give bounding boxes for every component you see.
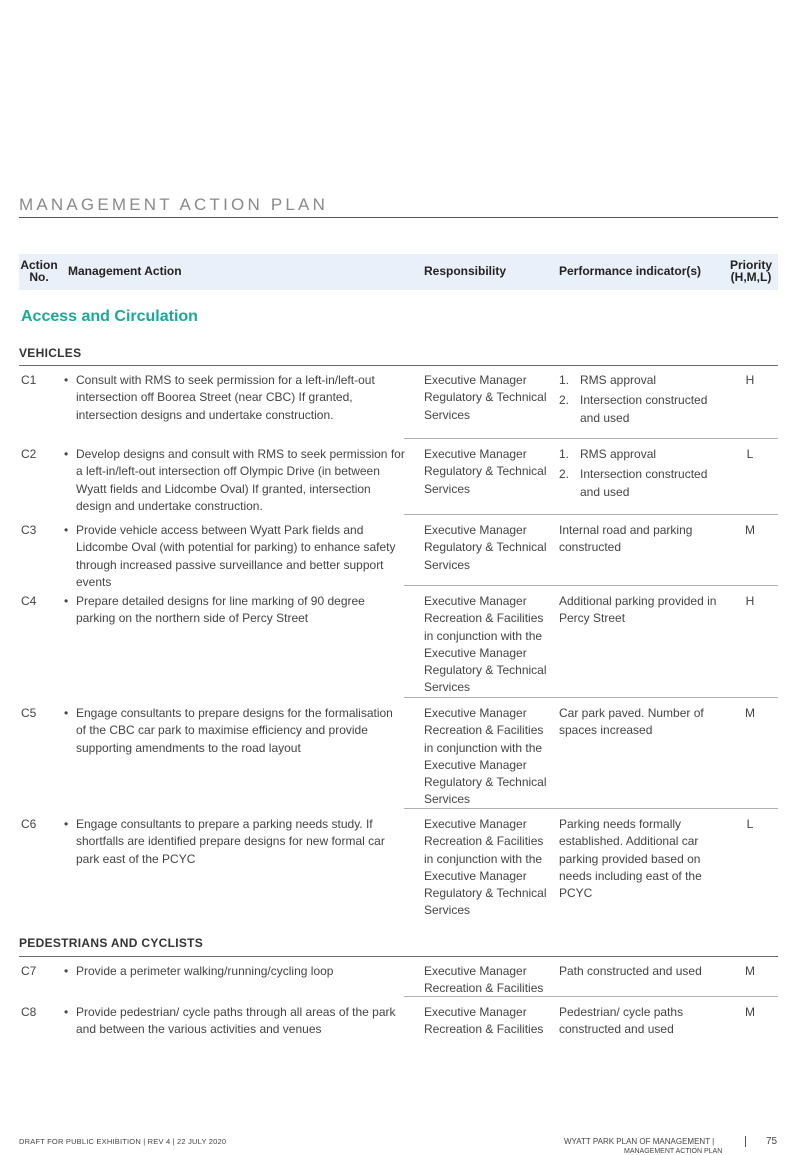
performance-indicator: Pedestrian/ cycle paths constructed and used	[559, 1005, 684, 1037]
header-performance: Performance indicator(s)	[559, 264, 702, 278]
footer-divider	[745, 1136, 746, 1147]
performance-indicator: Path constructed and used	[559, 964, 702, 978]
header-priority: Priority (H,M,L)	[729, 258, 772, 284]
management-action: Provide pedestrian/ cycle paths through all areas of the park and between the various activities and venues	[76, 1005, 396, 1037]
management-action: Provide a perimeter walking/running/cycling loop	[76, 964, 334, 978]
bullet-icon: •	[64, 1005, 69, 1019]
row-separator	[404, 697, 778, 698]
responsibility: Executive Manager Recreation & Facilities	[424, 1005, 544, 1037]
footer-document-title: WYATT PARK PLAN OF MANAGEMENT |	[564, 1137, 715, 1146]
performance-list-item	[559, 446, 719, 463]
list-number: 2.	[559, 393, 570, 408]
action-number: C3	[21, 523, 37, 537]
row-separator	[404, 438, 778, 439]
subhead-pedestrians: PEDESTRIANS AND CYCLISTS	[19, 936, 204, 950]
performance-indicator: Additional parking provided in Percy Street	[559, 594, 717, 626]
page-title: MANAGEMENT ACTION PLAN	[19, 195, 329, 214]
header-management-action: Management Action	[68, 264, 182, 278]
bullet-icon: •	[64, 817, 69, 831]
row-separator	[404, 996, 778, 997]
list-number: 1.	[559, 447, 570, 461]
management-action: Develop designs and consult with RMS to seek permission for a left-in/left-out intersection off Olympic Drive (in between Wyatt fields and Lidcombe Oval) If granted, intersection design and undertake construction.	[76, 447, 405, 513]
action-number: C2	[21, 447, 37, 461]
priority: H	[745, 373, 755, 387]
management-action: Prepare detailed designs for line marking of 90 degree parking on the northern side of Percy Street	[76, 594, 365, 626]
action-number: C1	[21, 373, 37, 387]
subhead-vehicles-divider	[19, 365, 778, 366]
page-number: 75	[766, 1136, 778, 1147]
performance-indicator	[559, 372, 719, 430]
management-action: Engage consultants to prepare designs for the formalisation of the CBC car park to maximise efficiency and provide supporting amendments to the road layout	[76, 706, 393, 755]
list-text: Intersection constructed and used	[580, 467, 708, 499]
responsibility: Executive Manager Regulatory & Technical Services	[424, 373, 547, 422]
header-action-no: Action No.	[20, 258, 58, 284]
list-number: 2.	[559, 467, 570, 482]
bullet-icon: •	[64, 523, 69, 537]
footer-section-name: MANAGEMENT ACTION PLAN	[624, 1148, 723, 1155]
row-separator	[404, 514, 778, 515]
responsibility: Executive Manager Recreation & Facilities	[424, 964, 544, 996]
priority: L	[746, 447, 754, 461]
priority: M	[745, 523, 755, 537]
list-text: Intersection constructed and used	[580, 393, 708, 425]
action-number: C4	[21, 594, 37, 608]
performance-list-item	[559, 372, 719, 389]
performance-indicator: Car park paved. Number of spaces increased	[559, 706, 704, 738]
row-separator	[404, 585, 778, 586]
row-separator	[404, 808, 778, 809]
action-number: C5	[21, 706, 37, 720]
table-header	[19, 254, 778, 290]
responsibility: Executive Manager Regulatory & Technical Services	[424, 523, 547, 572]
performance-indicator	[559, 446, 719, 504]
management-action: Provide vehicle access between Wyatt Park fields and Lidcombe Oval (with potential for parking) to enhance safety through increased passive surveillance and better support events	[76, 523, 396, 589]
bullet-icon: •	[64, 447, 69, 461]
responsibility: Executive Manager Recreation & Facilities in conjunction with the Executive Manager Regulatory & Technical Services	[424, 817, 547, 918]
responsibility: Executive Manager Regulatory & Technical Services	[424, 447, 547, 496]
action-number: C8	[21, 1005, 37, 1019]
header-responsibility: Responsibility	[424, 264, 507, 278]
footer-draft-info: DRAFT FOR PUBLIC EXHIBITION | REV 4 | 22 JULY 2020	[19, 1137, 227, 1146]
action-number: C6	[21, 817, 37, 831]
responsibility: Executive Manager Recreation & Facilities in conjunction with the Executive Manager Regulatory & Technical Services	[424, 594, 547, 695]
priority: H	[745, 594, 755, 608]
action-number: C7	[21, 964, 37, 978]
performance-indicator: Parking needs formally established. Additional car parking provided based on needs including east of the PCYC	[559, 817, 702, 901]
priority: M	[745, 1005, 755, 1019]
priority: M	[745, 964, 755, 978]
performance-list-item	[559, 466, 719, 501]
section-title: Access and Circulation	[21, 308, 198, 325]
priority: L	[746, 817, 754, 831]
management-action: Engage consultants to prepare a parking needs study. If shortfalls are identified prepare designs for new formal car park east of the PCYC	[76, 817, 385, 866]
bullet-icon: •	[64, 706, 69, 720]
bullet-icon: •	[64, 594, 69, 608]
priority: M	[745, 706, 755, 720]
management-action: Consult with RMS to seek permission for a left-in/left-out intersection off Boorea Street (near CBC) If granted, intersection designs and undertake construction.	[76, 373, 375, 422]
performance-list-item	[559, 392, 719, 427]
subhead-vehicles: VEHICLES	[19, 346, 82, 360]
list-text: RMS approval	[580, 447, 657, 461]
list-text: RMS approval	[580, 373, 657, 387]
bullet-icon: •	[64, 373, 69, 387]
list-number: 1.	[559, 373, 570, 387]
performance-indicator: Internal road and parking constructed	[559, 523, 693, 555]
responsibility: Executive Manager Recreation & Facilities in conjunction with the Executive Manager Regulatory & Technical Services	[424, 706, 547, 807]
subhead-pedestrians-divider	[19, 956, 778, 957]
bullet-icon: •	[64, 964, 69, 978]
title-divider	[19, 217, 778, 218]
